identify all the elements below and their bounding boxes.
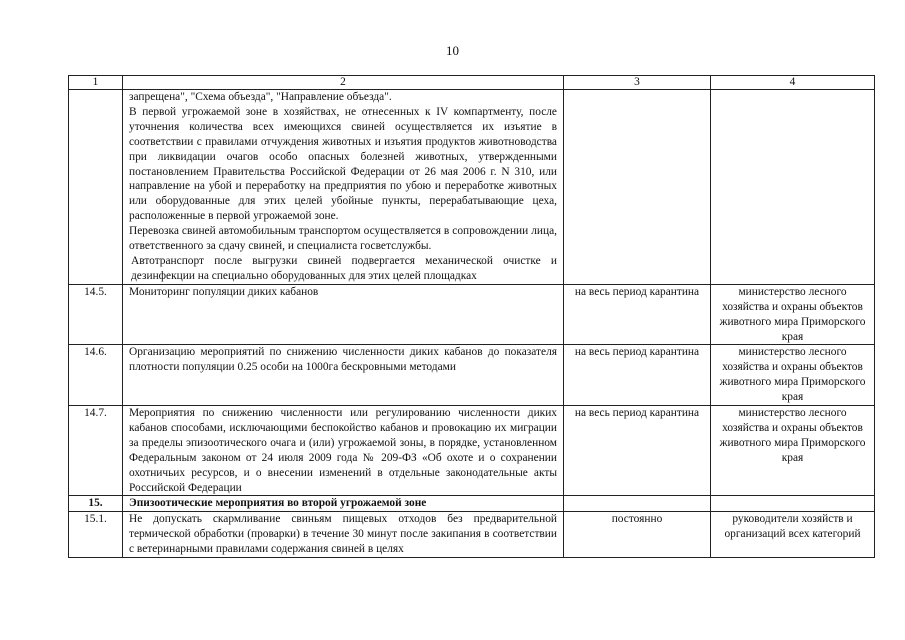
header-col-1: 1 bbox=[69, 76, 123, 90]
row-responsible: министерство лесного хозяйства и охраны объектов животного мира Приморского края bbox=[711, 406, 875, 496]
row-number: 14.5. bbox=[69, 284, 123, 345]
header-col-2: 2 bbox=[123, 76, 564, 90]
table-row-14-5 bbox=[69, 284, 875, 345]
section-number: 15. bbox=[69, 496, 123, 512]
table-row-continuation bbox=[69, 90, 875, 285]
row-text: Организацию мероприятий по снижению численности диких кабанов до показателя плотности популяции 0.25 особи на 1000га бескровными методами bbox=[123, 345, 564, 406]
row-responsible: министерство лесного хозяйства и охраны объектов животного мира Приморского края bbox=[711, 345, 875, 406]
row-period: на весь период карантина bbox=[564, 345, 711, 406]
section-empty-cell bbox=[564, 496, 711, 512]
paragraph: Перевозка свиней автомобильным транспортом осуществляется в сопровождении лица, ответственного за сдачу свиней, и специалиста госветслужбы. bbox=[129, 225, 557, 253]
row-period-cell bbox=[564, 90, 711, 285]
table-row-14-6 bbox=[69, 345, 875, 406]
row-responsible: руководители хозяйств и организаций всех категорий bbox=[711, 512, 875, 558]
row-responsible: министерство лесного хозяйства и охраны объектов животного мира Приморского края bbox=[711, 284, 875, 345]
section-empty-cell bbox=[711, 496, 875, 512]
row-responsible-cell bbox=[711, 90, 875, 285]
section-title: Эпизоотические мероприятия во второй угрожаемой зоне bbox=[123, 496, 564, 512]
row-period: постоянно bbox=[564, 512, 711, 558]
row-number-cell bbox=[69, 90, 123, 285]
row-period: на весь период карантина bbox=[564, 284, 711, 345]
row-number: 14.7. bbox=[69, 406, 123, 496]
row-text: Мониторинг популяции диких кабанов bbox=[123, 284, 564, 345]
row-text: Мероприятия по снижению численности или регулированию численности диких кабанов способами, исключающими беспокойство кабанов и провокацию их миграции за пределы эпизоотического очага и (или) угрожаемой зоны, в порядке, установленном Федеральным законом от 24 июля 2009 года № 209-ФЗ «Об охоте и о сохранении охотничьих ресурсов, и о внесении изменений в отдельные законодательные акты Российской Федерации bbox=[123, 406, 564, 496]
section-row-15 bbox=[69, 496, 875, 512]
row-number: 14.6. bbox=[69, 345, 123, 406]
paragraph: В первой угрожаемой зоне в хозяйствах, не отнесенных к IV компартменту, после уточнения количества всех имеющихся свиней осуществляется их изъятие в соответствии с правилами отчуждения животных и изъятия продуктов животноводства при ликвидации очагов особо опасных болезней животных, утвержденными постановлением Правительства Российской Федерации от 26 мая 2006 г. N 310, или направление на убой и переработку на предприятия по убою и переработке животных или оборудованные для этих целей убойные пункты, перерабатывающие цеха, расположенные в первой угрожаемой зоне. bbox=[129, 105, 557, 223]
page-number: 10 bbox=[446, 43, 459, 58]
row-text: Не допускать скармливание свиньям пищевых отходов без предварительной термической обработки (проварки) в течение 30 минут после закипания в соответствии с ветеринарными правилами содержания свиней в целях bbox=[123, 512, 564, 558]
row-number: 15.1. bbox=[69, 512, 123, 558]
table-row-15-1 bbox=[69, 512, 875, 558]
paragraph: Автотранспорт после выгрузки свиней подвергается механической очистке и дезинфекции на специально оборудованных для этих целей площадках bbox=[131, 254, 557, 282]
table-header-row bbox=[69, 76, 875, 90]
header-col-4: 4 bbox=[711, 76, 875, 90]
header-col-3: 3 bbox=[564, 76, 711, 90]
row-text-cell bbox=[123, 90, 564, 285]
table-row-14-7 bbox=[69, 406, 875, 496]
row-period: на весь период карантина bbox=[564, 406, 711, 496]
paragraph: запрещена", "Схема объезда", "Направление объезда". bbox=[129, 91, 392, 103]
measures-table bbox=[68, 75, 875, 558]
